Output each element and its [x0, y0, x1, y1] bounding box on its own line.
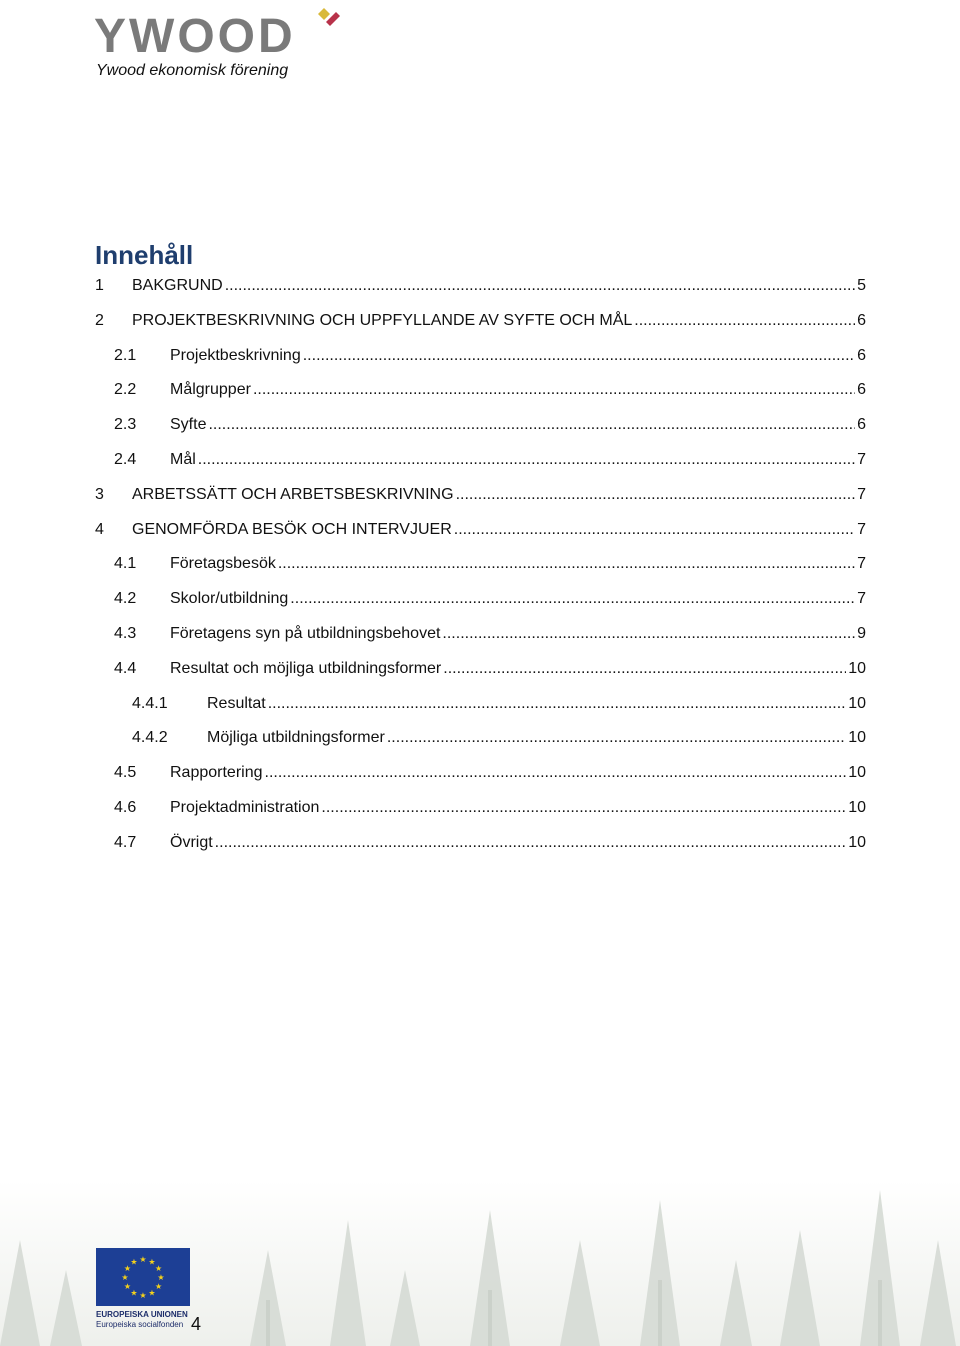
- toc-entry-number: 4.3: [114, 625, 137, 642]
- toc-entry-number: 4.5: [114, 764, 137, 782]
- toc-entry-number: 4.4.2: [132, 729, 168, 747]
- eu-stars-icon: [96, 1248, 190, 1306]
- toc-entry-title: Projektadministration: [170, 799, 320, 816]
- eu-star-icon: ★: [148, 1257, 156, 1267]
- toc-entry[interactable]: [95, 481, 866, 505]
- eu-star-icon: ★: [157, 1273, 165, 1282]
- toc-entry-number: 4.4.1: [132, 694, 168, 712]
- toc-entry[interactable]: [114, 794, 866, 818]
- eu-star-icon: ★: [139, 1255, 147, 1264]
- toc-entry[interactable]: [114, 411, 866, 435]
- toc-entry[interactable]: [114, 342, 866, 366]
- toc-entry-number: 2: [95, 311, 104, 329]
- toc-entry-page: 10: [848, 764, 866, 782]
- eu-star-icon: ★: [155, 1282, 163, 1291]
- toc-entry-leader: [454, 520, 855, 540]
- toc-entry-leader: [321, 798, 846, 818]
- toc-entry-title: Företagsbesök: [170, 555, 276, 573]
- toc-entry-title: Skolor/utbildning: [170, 590, 289, 608]
- eu-logo: [96, 1248, 196, 1334]
- toc-entry-leader: [198, 450, 855, 470]
- toc-entry-title: ARBETSSÄTT OCH ARBETSBESKRIVNING: [132, 485, 454, 503]
- eu-star-icon: ★: [139, 1291, 147, 1300]
- eu-star-icon: ★: [130, 1288, 138, 1298]
- logo-leaf-icon: [94, 8, 354, 68]
- toc-entry-leader: [208, 415, 855, 435]
- toc-entry-page: 6: [857, 311, 866, 329]
- toc-entry-title: Projektbeskrivning: [170, 346, 301, 364]
- toc-entry-page: 6: [857, 381, 866, 399]
- toc-entry-page: 9: [857, 625, 866, 642]
- toc-entry-title: Resultat och möjliga utbildningsformer: [170, 659, 442, 677]
- toc-entry-page: 6: [857, 416, 866, 434]
- toc-entry[interactable]: [114, 376, 866, 400]
- toc-entry-number: 1: [95, 277, 104, 294]
- toc-entry-number: 4.7: [114, 833, 137, 851]
- toc-entry-leader: [456, 485, 856, 505]
- toc-entry-page: 10: [848, 799, 866, 816]
- toc-entry-number: 3: [95, 485, 104, 503]
- toc-entry-page: 10: [848, 694, 866, 712]
- toc-entry-leader: [253, 380, 855, 400]
- toc-entry-leader: [303, 346, 855, 366]
- toc-entry-title: Rapportering: [170, 764, 263, 782]
- toc-entry-page: 7: [857, 555, 866, 573]
- toc-entry[interactable]: [95, 516, 866, 540]
- toc-entry-title: Möjliga utbildningsformer: [207, 729, 385, 747]
- toc-entry-title: PROJEKTBESKRIVNING OCH UPPFYLLANDE AV SYFTE OCH MÅL: [132, 311, 633, 329]
- toc-entry[interactable]: [95, 272, 866, 296]
- toc-entry-page: 5: [857, 277, 866, 294]
- esf-label: Europeiska socialfonden: [96, 1320, 184, 1329]
- toc-entry-title: Resultat: [207, 694, 266, 712]
- toc-entry-page: 6: [857, 346, 866, 364]
- toc-heading: Innehåll: [95, 240, 194, 270]
- toc-entry[interactable]: [114, 550, 866, 574]
- toc-entry-leader: [265, 763, 847, 783]
- toc-entry-page: 10: [848, 729, 866, 747]
- toc-entry[interactable]: [114, 446, 866, 470]
- toc-entry-title: Mål: [170, 451, 196, 468]
- toc-entry-leader: [387, 728, 846, 748]
- toc-entry[interactable]: [114, 585, 866, 609]
- toc-entry-page: 10: [848, 833, 866, 851]
- ywood-logo: [94, 8, 354, 88]
- eu-star-icon: ★: [123, 1264, 131, 1273]
- toc-entry-title: Syfte: [170, 416, 207, 434]
- toc-entry-page: 7: [857, 485, 866, 503]
- toc-entry-number: 2.3: [114, 416, 137, 434]
- toc-entry[interactable]: [114, 655, 866, 679]
- toc-entry-leader: [278, 554, 855, 574]
- eu-flag: [96, 1248, 190, 1306]
- toc-entry-title: BAKGRUND: [132, 277, 223, 294]
- toc-entry-leader: [225, 276, 855, 296]
- eu-star-icon: ★: [148, 1288, 156, 1298]
- toc-entry-number: 4: [95, 520, 104, 538]
- toc-entry-page: 7: [857, 451, 866, 468]
- toc-entry-number: 4.2: [114, 590, 137, 608]
- toc-entry-number: 2.4: [114, 451, 137, 468]
- toc-entry[interactable]: [114, 759, 866, 783]
- toc-entry-number: 4.1: [114, 555, 137, 573]
- toc-entry-leader: [290, 589, 855, 609]
- toc-entry-leader: [215, 833, 847, 853]
- toc-entry-title: Företagens syn på utbildningsbehovet: [170, 625, 441, 642]
- toc-entry-number: 2.1: [114, 346, 137, 364]
- toc-entry-page: 10: [848, 659, 866, 677]
- toc-entry[interactable]: [132, 690, 866, 714]
- toc-entry-leader: [442, 624, 855, 644]
- eu-label: EUROPEISKA UNIONEN: [96, 1310, 188, 1319]
- toc-entry-leader: [443, 659, 846, 679]
- toc-entry-number: 4.6: [114, 799, 137, 816]
- logo-wordmark: YWOOD: [94, 10, 296, 63]
- toc-entry-number: 4.4: [114, 659, 137, 677]
- toc-entry[interactable]: [114, 829, 866, 853]
- toc-entry-leader: [268, 694, 847, 714]
- toc-entry-title: Övrigt: [170, 833, 213, 851]
- toc-entry[interactable]: [114, 620, 866, 644]
- eu-star-icon: ★: [130, 1257, 138, 1267]
- toc-entry[interactable]: [132, 724, 866, 748]
- eu-star-icon: ★: [123, 1282, 131, 1291]
- organization-name: Ywood ekonomisk förening: [96, 62, 289, 79]
- toc-entry-title: GENOMFÖRDA BESÖK OCH INTERVJUER: [132, 520, 452, 538]
- toc-entry-leader: [634, 311, 855, 331]
- toc-entry-number: 2.2: [114, 381, 137, 399]
- toc-entry-page: 7: [857, 590, 866, 608]
- toc-entry[interactable]: [95, 307, 866, 331]
- eu-star-icon: ★: [121, 1273, 129, 1282]
- toc-entry-page: 7: [857, 520, 866, 538]
- eu-star-icon: ★: [155, 1264, 163, 1273]
- toc-entry-title: Målgrupper: [170, 381, 251, 399]
- page-number: 4: [191, 1314, 202, 1334]
